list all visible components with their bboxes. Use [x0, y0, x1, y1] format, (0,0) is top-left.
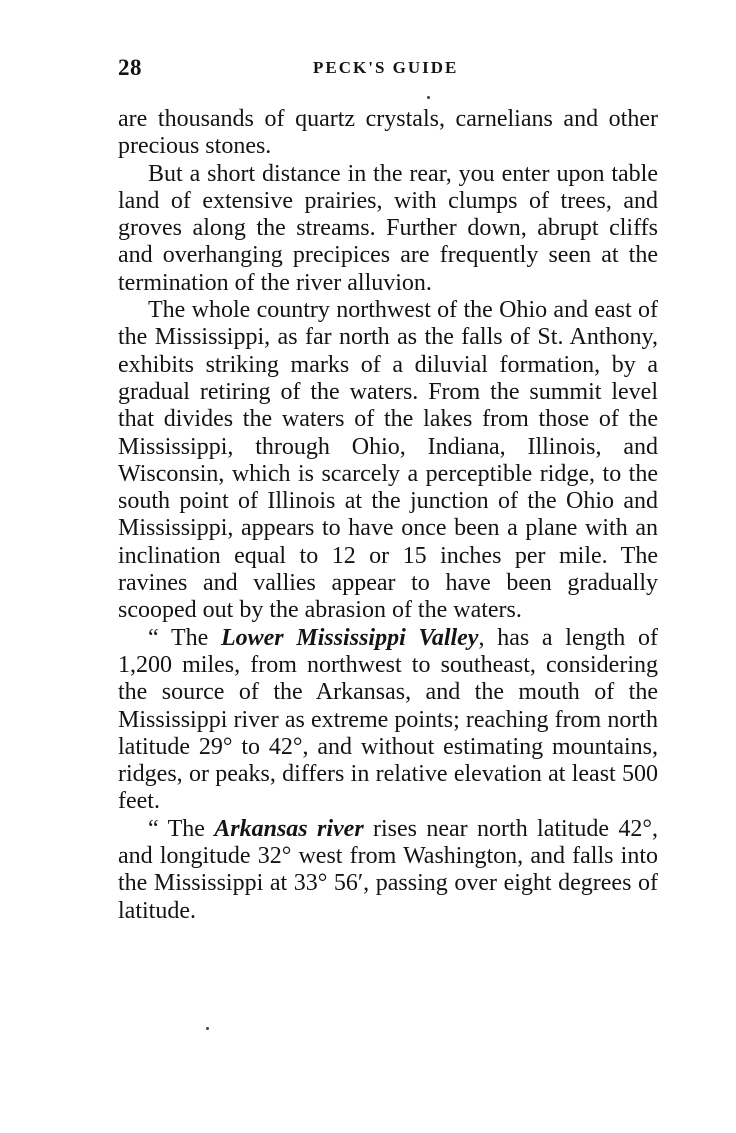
paragraph-rest: rises near north latitude 42°, and longitude 32° west from Washington, and falls into the Mississippi at 33° 56′, passing over eight degrees of latitude.	[118, 815, 658, 924]
paragraph-rest: , has a length of 1,200 miles, from northwest to southeast, considering the source of the Arkansas, and the mouth of the Mississippi river as extreme points; reaching from north latitude 29° to 42°, and without estimating mountains, ridges, or peaks, differs in relative elevation at least 500 feet.	[118, 624, 658, 815]
ink-speck	[206, 1027, 209, 1030]
ink-speck	[427, 96, 430, 99]
page-number: 28	[118, 55, 142, 80]
italic-term: Lower Mississippi Valley	[220, 624, 479, 651]
body-text	[118, 106, 658, 925]
italic-term: Arkansas river	[214, 815, 364, 842]
quote-open: “ The	[148, 624, 221, 651]
running-head: PECK'S GUIDE	[313, 58, 459, 77]
paragraph-continuation: are thousands of quartz crystals, carnelians and other precious stones.	[118, 106, 658, 160]
page-header	[118, 55, 658, 85]
paragraph-lower-mississippi-valley	[118, 625, 658, 816]
paragraph-arkansas-river	[118, 816, 658, 925]
paragraph-prairies: But a short distance in the rear, you enter upon table land of extensive prairies, with clumps of trees, and groves along the streams. Further down, abrupt cliffs and overhanging precipices are frequently seen at the termination of the river alluvion.	[118, 160, 658, 296]
quote-open: “ The	[148, 815, 215, 842]
paragraph-diluvial-formation: The whole country northwest of the Ohio and east of the Mississippi, as far north as the falls of St. Anthony, exhibits striking marks of a diluvial formation, by a gradual retiring of the waters. From the summit level that divides the waters of the lakes from those of the Mississippi, through Ohio, Indiana, Illinois, and Wisconsin, which is scarcely a perceptible ridge, to the south point of Illinois at the junction of the Ohio and Mississippi, appears to have once been a plane with an inclination equal to 12 or 15 inches per mile. The ravines and vallies appear to have been gradually scooped out by the abrasion of the waters.	[118, 297, 658, 624]
